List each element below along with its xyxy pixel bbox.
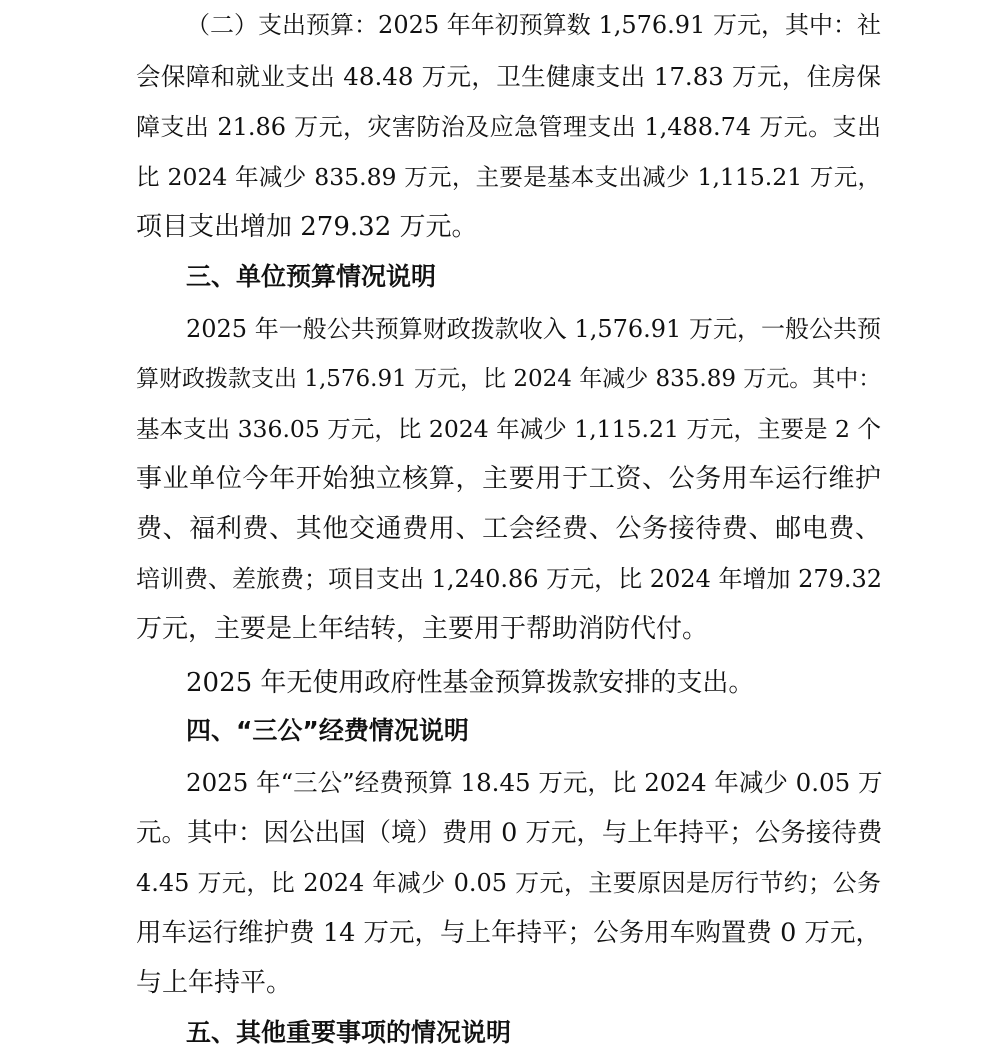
paragraph-line: 比 2024 年减少 835.89 万元，主要是基本支出减少 1,115.21 万元，: [136, 163, 881, 191]
paragraph-line: 万元，主要是上年结转，主要用于帮助消防代付。: [136, 614, 709, 644]
paragraph-line: 2025 年无使用政府性基金预算拨款安排的支出。: [186, 668, 755, 698]
paragraph-line: 2025 年“三公”经费预算 18.45 万元，比 2024 年减少 0.05 万: [186, 768, 883, 797]
paragraph-line: 培训费、差旅费；项目支出 1,240.86 万元，比 2024 年增加 279.32: [136, 565, 883, 593]
paragraph-line: 用车运行维护费 14 万元，与上年持平；公务用车购置费 0 万元，: [136, 918, 881, 948]
section-heading: 五、其他重要事项的情况说明: [186, 1018, 512, 1047]
paragraph-line: 算财政拨款支出 1,576.91 万元，比 2024 年减少 835.89 万元。其中：: [136, 366, 882, 392]
paragraph-line: 项目支出增加 279.32 万元。: [136, 212, 478, 242]
paragraph-line: 2025 年一般公共预算财政拨款收入 1,576.91 万元，一般公共预: [186, 315, 881, 343]
paragraph-line: 4.45 万元，比 2024 年减少 0.05 万元，主要原因是厉行节约；公务: [136, 869, 881, 897]
section-heading: 三、单位预算情况说明: [186, 262, 437, 291]
paragraph-line: （二）支出预算：2025 年年初预算数 1,576.91 万元，其中：社: [186, 11, 881, 39]
paragraph-line: 基本支出 336.05 万元，比 2024 年减少 1,115.21 万元，主要是 2 个: [136, 415, 881, 443]
paragraph-line: 事业单位今年开始独立核算，主要用于工资、公务用车运行维护: [136, 464, 881, 494]
paragraph-line: 障支出 21.86 万元，灾害防治及应急管理支出 1,488.74 万元。支出: [136, 113, 881, 141]
paragraph-line: 元。其中：因公出国（境）费用 0 万元，与上年持平；公务接待费: [136, 818, 883, 848]
section-heading: 四、“三公”经费情况说明: [186, 716, 469, 745]
paragraph-line: 费、福利费、其他交通费用、工会经费、公务接待费、邮电费、: [136, 514, 881, 544]
paragraph-line: 与上年持平。: [136, 968, 293, 998]
paragraph-line: 会保障和就业支出 48.48 万元，卫生健康支出 17.83 万元，住房保: [136, 62, 881, 91]
